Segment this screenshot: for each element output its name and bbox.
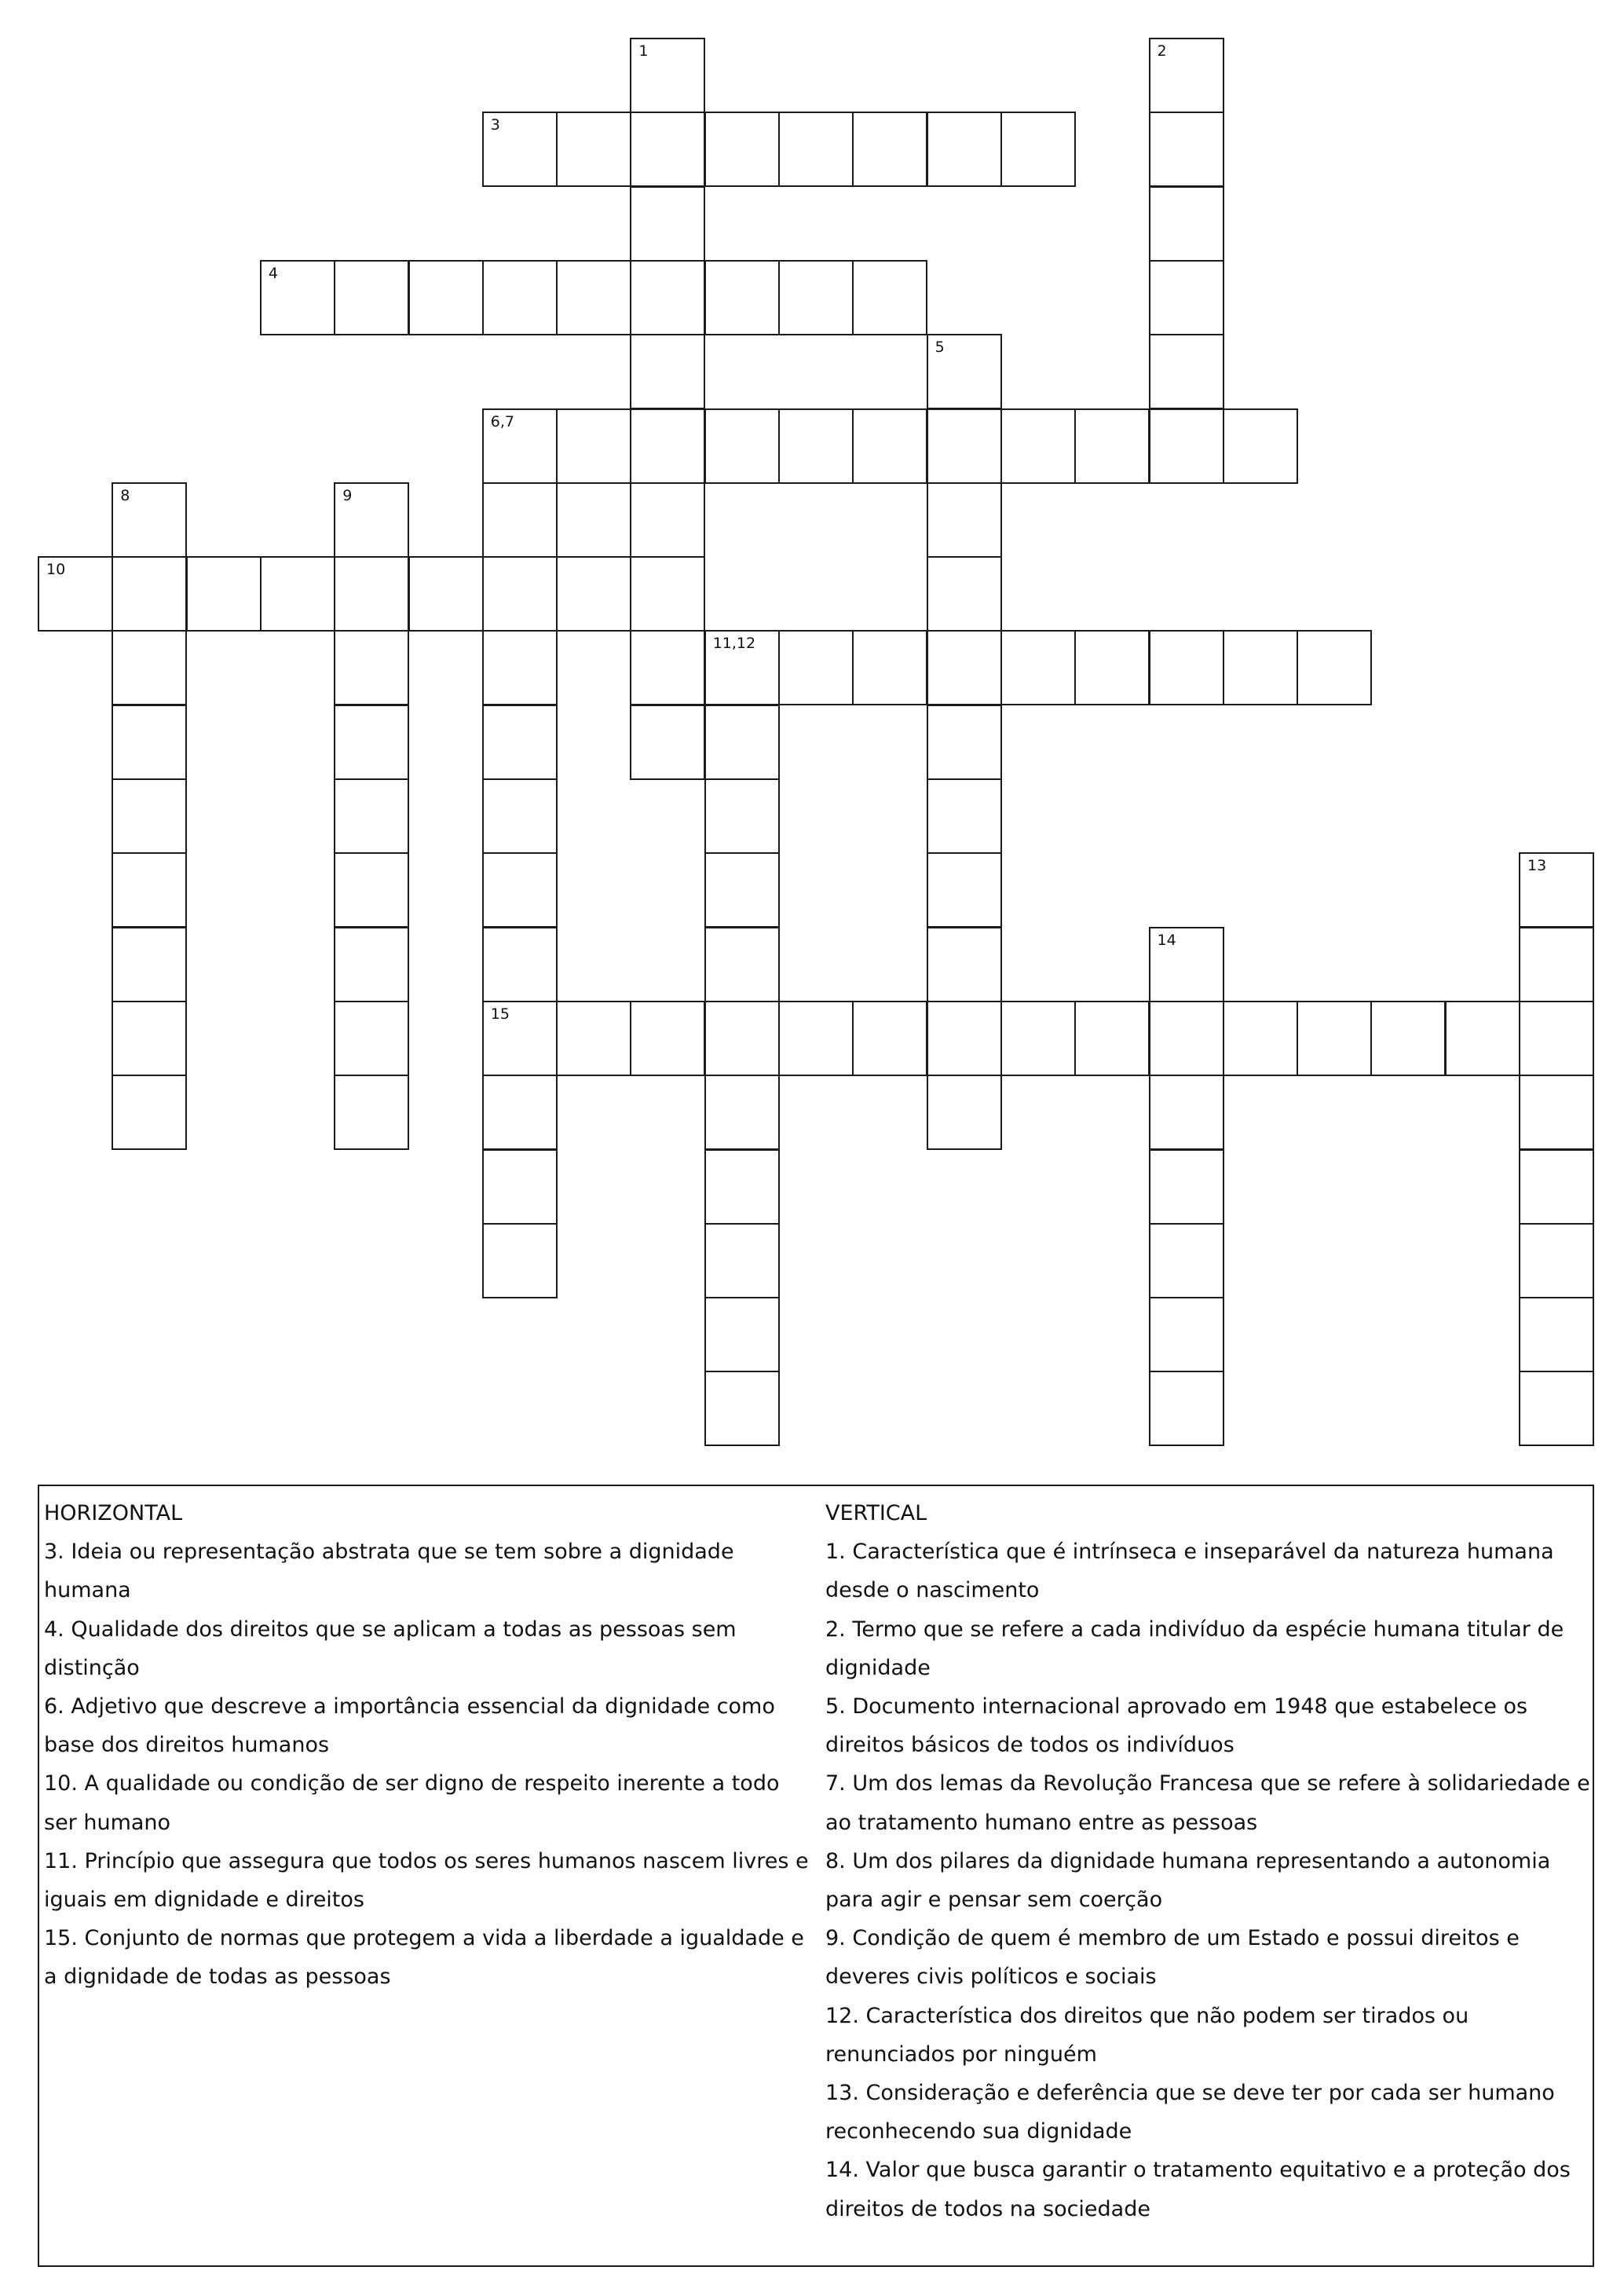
grid-cell[interactable] — [112, 630, 187, 705]
grid-cell[interactable] — [1370, 1001, 1446, 1076]
grid-cell[interactable] — [1000, 630, 1076, 705]
grid-cell[interactable] — [334, 630, 409, 705]
grid-cell[interactable] — [630, 334, 705, 409]
grid-cell[interactable] — [704, 1371, 780, 1446]
grid-cell[interactable] — [1074, 1001, 1150, 1076]
grid-cell[interactable] — [1149, 1001, 1224, 1076]
clue-number: 3 — [490, 116, 500, 134]
grid-cell[interactable] — [778, 630, 854, 705]
grid-cell[interactable] — [1223, 408, 1298, 484]
grid-cell[interactable] — [630, 630, 705, 705]
clue-number: 5 — [935, 339, 945, 357]
grid-cell[interactable] — [704, 408, 780, 484]
grid-cell[interactable] — [482, 556, 558, 632]
grid-cell[interactable] — [778, 1001, 854, 1076]
clue-v7: 7. Um dos lemas da Revolução Francesa que se refere à solidariedade e ao tratamento humano entre as pessoas — [825, 1771, 1590, 1835]
grid-cell[interactable] — [482, 408, 558, 484]
grid-cell[interactable] — [1519, 1297, 1594, 1372]
grid-cell[interactable] — [630, 482, 705, 558]
grid-cell[interactable] — [1519, 1371, 1594, 1446]
grid-cell[interactable] — [334, 778, 409, 854]
clue-h6: 6. Adjetivo que descreve a importância essencial da dignidade como base dos direitos humanos — [44, 1694, 775, 1758]
grid-cell[interactable] — [778, 408, 854, 484]
grid-cell[interactable] — [927, 556, 1002, 632]
grid-cell[interactable] — [1519, 1001, 1594, 1076]
clue-v14: 14. Valor que busca garantir o tratamento equitativo e a proteção dos direitos de todos na sociedade — [825, 2158, 1571, 2221]
grid-cell[interactable] — [927, 1001, 1002, 1076]
grid-cell[interactable] — [334, 705, 409, 780]
grid-cell[interactable] — [927, 334, 1002, 409]
clue-number: 14 — [1157, 931, 1176, 949]
clue-number: 10 — [46, 561, 66, 579]
grid-cell[interactable] — [112, 705, 187, 780]
grid-cell[interactable] — [630, 38, 705, 113]
grid-cell[interactable] — [260, 260, 335, 335]
grid-cell[interactable] — [334, 260, 409, 335]
grid-cell[interactable] — [334, 852, 409, 928]
grid-cell[interactable] — [1149, 408, 1224, 484]
grid-cell[interactable] — [482, 482, 558, 558]
grid-cell[interactable] — [704, 778, 780, 854]
grid-cell[interactable] — [38, 556, 113, 632]
grid-cell[interactable] — [1149, 927, 1224, 1002]
grid-cell[interactable] — [1074, 408, 1150, 484]
grid-cell[interactable] — [408, 556, 484, 632]
clue-h10: 10. A qualidade ou condição de ser digno de respeito inerente a todo ser humano — [44, 1771, 780, 1835]
grid-cell[interactable] — [704, 1149, 780, 1225]
grid-cell[interactable] — [556, 112, 631, 187]
grid-cell[interactable] — [1445, 1001, 1520, 1076]
grid-cell[interactable] — [1149, 1371, 1224, 1446]
grid-cell[interactable] — [927, 408, 1002, 484]
grid-cell[interactable] — [112, 927, 187, 1002]
clues-box — [38, 1485, 1594, 2267]
clue-v2: 2. Termo que se refere a cada indivíduo da espécie humana titular de dignidade — [825, 1617, 1564, 1680]
clue-number: 4 — [268, 264, 278, 282]
grid-cell[interactable] — [927, 705, 1002, 780]
grid-cell[interactable] — [630, 186, 705, 262]
grid-cell[interactable] — [1519, 1075, 1594, 1150]
grid-cell[interactable] — [1000, 112, 1076, 187]
grid-cell[interactable] — [704, 112, 780, 187]
clue-number: 13 — [1527, 857, 1547, 875]
grid-cell[interactable] — [927, 112, 1002, 187]
grid-cell[interactable] — [1519, 1149, 1594, 1225]
grid-cell[interactable] — [482, 630, 558, 705]
grid-cell[interactable] — [334, 556, 409, 632]
clue-v12: 12. Característica dos direitos que não podem ser tirados ou renunciados por ninguém — [825, 2003, 1469, 2067]
grid-cell[interactable] — [630, 556, 705, 632]
grid-cell[interactable] — [112, 556, 187, 632]
grid-cell[interactable] — [704, 852, 780, 928]
grid-cell[interactable] — [704, 630, 780, 705]
grid-cell[interactable] — [704, 260, 780, 335]
grid-cell[interactable] — [1149, 186, 1224, 262]
grid-cell[interactable] — [1519, 852, 1594, 928]
horizontal-clues — [44, 1494, 814, 1997]
grid-cell[interactable] — [1074, 630, 1150, 705]
grid-cell[interactable] — [852, 1001, 927, 1076]
grid-cell[interactable] — [1223, 630, 1298, 705]
grid-cell[interactable] — [482, 705, 558, 780]
grid-cell[interactable] — [927, 630, 1002, 705]
grid-cell[interactable] — [482, 260, 558, 335]
clue-v8: 8. Um dos pilares da dignidade humana representando a autonomia para agir e pensar sem coerção — [825, 1848, 1551, 1913]
vertical-clues — [825, 1494, 1591, 2228]
grid-cell[interactable] — [927, 1075, 1002, 1150]
grid-cell[interactable] — [630, 260, 705, 335]
clue-number: 2 — [1157, 42, 1167, 60]
grid-cell[interactable] — [334, 482, 409, 558]
grid-cell[interactable] — [1149, 1223, 1224, 1298]
grid-cell[interactable] — [482, 927, 558, 1002]
grid-cell[interactable] — [630, 705, 705, 780]
grid-cell[interactable] — [482, 852, 558, 928]
grid-cell[interactable] — [112, 852, 187, 928]
grid-cell[interactable] — [704, 1297, 780, 1372]
grid-cell[interactable] — [704, 1075, 780, 1150]
grid-cell[interactable] — [1149, 630, 1224, 705]
clue-h11: 11. Princípio que assegura que todos os seres humanos nascem livres e iguais em dignidade e direitos — [44, 1848, 809, 1913]
grid-cell[interactable] — [1297, 630, 1372, 705]
clue-v1: 1. Característica que é intrínseca e inseparável da natureza humana desde o nascimento — [825, 1540, 1554, 1603]
grid-cell[interactable] — [1149, 38, 1224, 113]
grid-cell[interactable] — [556, 260, 631, 335]
grid-cell[interactable] — [556, 556, 631, 632]
grid-cell[interactable] — [112, 1001, 187, 1076]
grid-cell[interactable] — [1149, 1075, 1224, 1150]
grid-cell[interactable] — [852, 630, 927, 705]
grid-cell[interactable] — [927, 778, 1002, 854]
clue-v5: 5. Documento internacional aprovado em 1948 que estabelece os direitos básicos de todos os indivíduos — [825, 1694, 1528, 1758]
grid-cell[interactable] — [556, 1001, 631, 1076]
grid-cell[interactable] — [112, 778, 187, 854]
grid-cell[interactable] — [556, 408, 631, 484]
grid-cell[interactable] — [482, 112, 558, 187]
grid-cell[interactable] — [482, 1223, 558, 1298]
grid-cell[interactable] — [1000, 408, 1076, 484]
grid-cell[interactable] — [1223, 1001, 1298, 1076]
grid-cell[interactable] — [704, 927, 780, 1002]
clue-number: 15 — [490, 1005, 510, 1023]
grid-cell[interactable] — [927, 852, 1002, 928]
grid-cell[interactable] — [334, 1075, 409, 1150]
grid-cell[interactable] — [186, 556, 262, 632]
clue-number: 6,7 — [490, 412, 515, 430]
grid-cell[interactable] — [852, 112, 927, 187]
grid-cell[interactable] — [334, 1001, 409, 1076]
grid-cell[interactable] — [1149, 112, 1224, 187]
clue-h15: 15. Conjunto de normas que protegem a vida a liberdade a igualdade e a dignidade de todas as pessoas — [44, 1926, 804, 1990]
grid-cell[interactable] — [704, 705, 780, 780]
grid-cell[interactable] — [630, 408, 705, 484]
grid-cell[interactable] — [1149, 334, 1224, 409]
grid-cell[interactable] — [1149, 1297, 1224, 1372]
grid-cell[interactable] — [1519, 927, 1594, 1002]
grid-cell[interactable] — [1149, 1149, 1224, 1225]
grid-cell[interactable] — [260, 556, 335, 632]
clue-number: 8 — [120, 486, 130, 504]
grid-cell[interactable] — [1000, 1001, 1076, 1076]
grid-cell[interactable] — [112, 482, 187, 558]
clue-v13: 13. Consideração e deferência que se deve ter por cada ser humano reconhecendo sua dignidade — [825, 2081, 1555, 2144]
grid-cell[interactable] — [1149, 260, 1224, 335]
grid-cell[interactable] — [630, 112, 705, 187]
grid-cell[interactable] — [630, 1001, 705, 1076]
grid-cell[interactable] — [852, 260, 927, 335]
clue-v9: 9. Condição de quem é membro de um Estado e possui direitos e deveres civis políticos e sociais — [825, 1926, 1520, 1990]
clue-number: 11,12 — [712, 635, 756, 653]
horizontal-heading: HORIZONTAL — [44, 1501, 183, 1525]
grid-cell[interactable] — [408, 260, 484, 335]
grid-cell[interactable] — [927, 482, 1002, 558]
grid-cell[interactable] — [112, 1075, 187, 1150]
grid-cell[interactable] — [704, 1223, 780, 1298]
clue-number: 1 — [638, 42, 649, 60]
grid-cell[interactable] — [482, 778, 558, 854]
grid-cell[interactable] — [334, 927, 409, 1002]
clue-h3: 3. Ideia ou representação abstrata que se tem sobre a dignidade humana — [44, 1540, 734, 1603]
grid-cell[interactable] — [1519, 1223, 1594, 1298]
grid-cell[interactable] — [1297, 1001, 1372, 1076]
grid-cell[interactable] — [852, 408, 927, 484]
grid-cell[interactable] — [778, 260, 854, 335]
vertical-heading: VERTICAL — [825, 1501, 927, 1525]
clue-number: 9 — [342, 486, 353, 504]
grid-cell[interactable] — [482, 1001, 558, 1076]
grid-cell[interactable] — [927, 927, 1002, 1002]
grid-cell[interactable] — [482, 1075, 558, 1150]
grid-cell[interactable] — [778, 112, 854, 187]
clue-h4: 4. Qualidade dos direitos que se aplicam a todas as pessoas sem distinção — [44, 1617, 737, 1680]
grid-cell[interactable] — [482, 1149, 558, 1225]
grid-cell[interactable] — [704, 1001, 780, 1076]
